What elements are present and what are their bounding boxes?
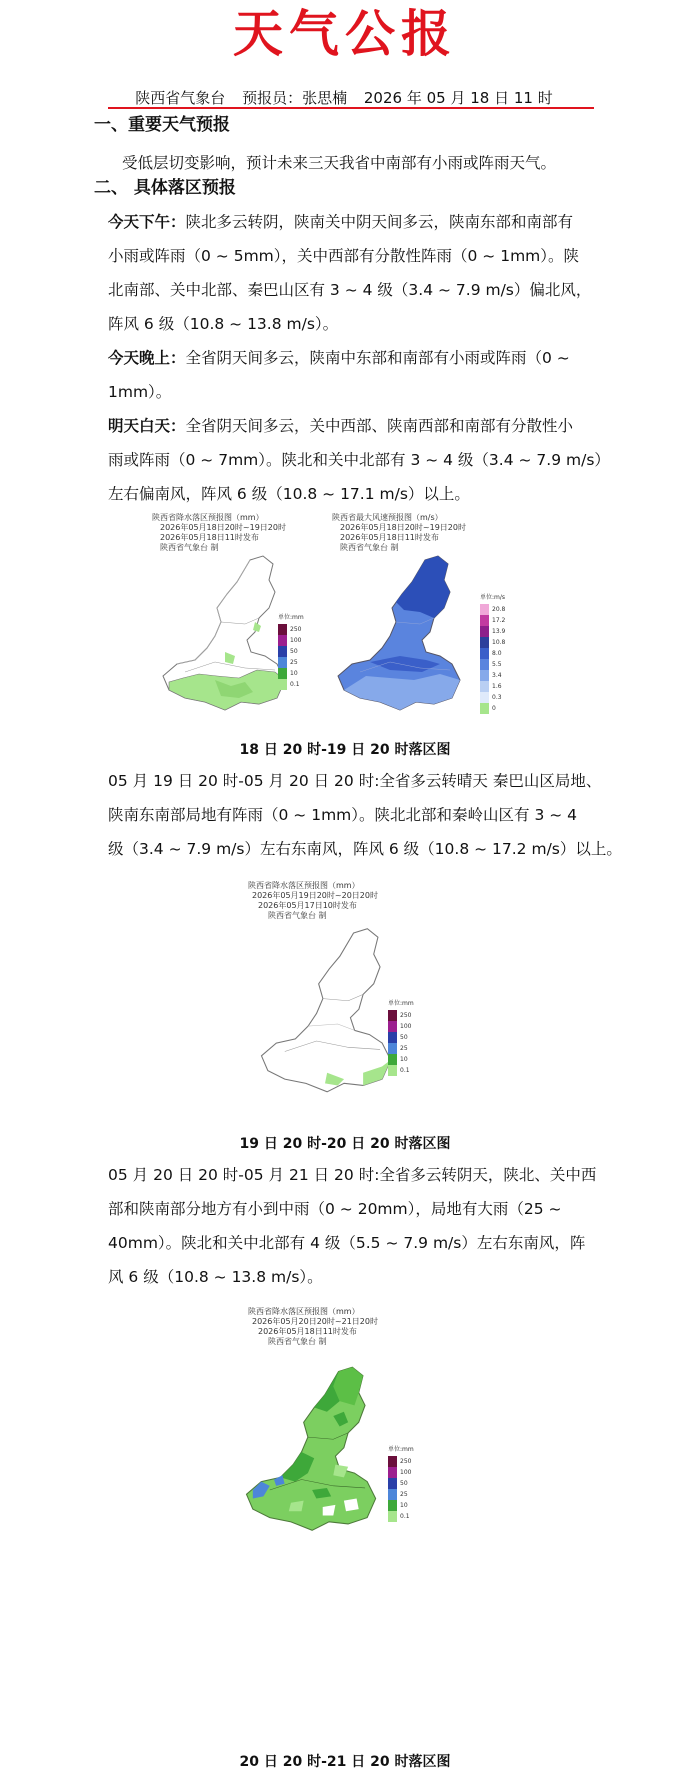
today-afternoon-line-4: 阵风 6 级（10.8 ~ 13.8 m/s）。	[108, 315, 339, 333]
legend-item	[480, 681, 520, 692]
map-title: 陕西省降水落区预报图（mm）	[152, 513, 264, 522]
today-afternoon-line-2: 小雨或阵雨（0 ~ 5mm），关中西部有分散性阵雨（0 ~ 1mm）。陕	[108, 247, 580, 265]
issue-time: 2026 年 05 月 18 日 11 时	[363, 89, 553, 107]
legend-swatch	[388, 1478, 397, 1489]
legend-item	[278, 646, 318, 657]
legend-swatch	[480, 681, 489, 692]
legend-item	[388, 1043, 428, 1054]
legend-swatch	[480, 648, 489, 659]
section-heading-detail: 二、 具体落区预报	[94, 178, 236, 198]
legend-swatch	[388, 1065, 397, 1076]
page-title: 天气公报	[233, 4, 457, 63]
legend-label: 50	[400, 1034, 408, 1041]
day3-line-1: 05 月 20 日 20 时-05 月 21 日 20 时:全省多云转阴天，陕北、关中西	[108, 1166, 597, 1184]
legend-swatch	[278, 646, 287, 657]
legend-label: 25	[290, 659, 298, 666]
legend-item	[480, 626, 520, 637]
wind-map-day1	[330, 512, 520, 722]
legend-item	[480, 659, 520, 670]
legend-item	[388, 1032, 428, 1043]
legend-item	[388, 1500, 428, 1511]
legend-swatch	[278, 624, 287, 635]
legend-item	[388, 1511, 428, 1522]
map-publish: 2026年05月18日11时发布	[340, 533, 439, 542]
map-title: 陕西省降水落区预报图（mm）	[248, 881, 360, 890]
legend-label: 10	[400, 1056, 408, 1063]
map-time: 2026年05月19日20时~20日20时	[252, 891, 378, 900]
legend-label: 100	[400, 1469, 412, 1476]
legend-item	[278, 657, 318, 668]
legend-swatch	[388, 1054, 397, 1065]
legend-swatch	[480, 692, 489, 703]
section-heading-important: 一、重要天气预报	[94, 115, 230, 135]
forecaster: 预报员：张思楠	[242, 89, 348, 107]
legend-swatch	[388, 1511, 397, 1522]
day3-line-3: 40mm）。陕北和关中北部有 4 级（5.5 ~ 7.9 m/s）左右东南风，阵	[108, 1234, 586, 1252]
legend-label: 20.8	[492, 606, 506, 613]
tomorrow-line-1	[108, 407, 598, 445]
legend-label: 0.1	[400, 1513, 410, 1520]
legend-swatch	[480, 637, 489, 648]
legend-label: 10	[400, 1502, 408, 1509]
legend-label: 8.0	[492, 650, 502, 657]
legend-label: 100	[400, 1023, 412, 1030]
legend-label: 25	[400, 1045, 408, 1052]
map-org: 陕西省气象台 制	[160, 543, 219, 552]
legend-swatch	[388, 1489, 397, 1500]
legend-label: 0.1	[290, 681, 300, 688]
rain-legend	[388, 1446, 428, 1536]
today-evening-text-1: 全省阴天间多云，陕南中东部和南部有小雨或阵雨（0 ~	[185, 349, 570, 367]
tomorrow-line-2: 雨或阵雨（0 ~ 7mm）。陕北和关中北部有 3 ~ 4 级（3.4 ~ 7.9 m/s）	[108, 451, 610, 469]
legend-label: 250	[290, 626, 302, 633]
map-org: 陕西省气象台 制	[340, 543, 399, 552]
map-time: 2026年05月18日20时~19日20时	[160, 523, 286, 532]
legend-unit: 单位:mm	[388, 1000, 414, 1007]
legend-item	[388, 1489, 428, 1500]
today-evening-line-2: 1mm）。	[108, 383, 172, 401]
map-title: 陕西省最大风速预报图（m/s）	[332, 513, 443, 522]
legend-item	[278, 635, 318, 646]
rain-map-day2	[248, 880, 448, 1110]
legend-swatch	[388, 1032, 397, 1043]
day2-line-1: 05 月 19 日 20 时-05 月 20 日 20 时:全省多云转晴天 秦巴山区局地、	[108, 772, 602, 790]
tomorrow-line-3: 左右偏南风，阵风 6 级（10.8 ~ 17.1 m/s）以上。	[108, 485, 470, 503]
wind-legend	[480, 594, 520, 716]
legend-label: 5.5	[492, 661, 502, 668]
today-afternoon-line-1	[108, 203, 598, 241]
today-afternoon-label: 今天下午：	[108, 213, 186, 231]
legend-swatch	[480, 604, 489, 615]
map-publish: 2026年05月18日11时发布	[160, 533, 259, 542]
tomorrow-label: 明天白天：	[108, 417, 186, 435]
day3-line-4: 风 6 级（10.8 ~ 13.8 m/s）。	[108, 1268, 323, 1286]
today-evening-label: 今天晚上：	[108, 349, 186, 367]
map-title: 陕西省降水落区预报图（mm）	[248, 1307, 360, 1316]
map-publish: 2026年05月18日11时发布	[258, 1327, 357, 1336]
legend-item	[278, 624, 318, 635]
legend-unit: 单位:mm	[388, 1446, 414, 1453]
issuer-unit: 陕西省气象台	[135, 89, 226, 107]
legend-swatch	[278, 668, 287, 679]
legend-label: 0.3	[492, 694, 502, 701]
map-org: 陕西省气象台 制	[268, 1337, 327, 1346]
legend-swatch	[388, 1021, 397, 1032]
legend-item	[480, 648, 520, 659]
shaanxi-wind-map	[330, 552, 500, 722]
legend-item	[278, 668, 318, 679]
today-afternoon-line-3: 北南部、关中北部、秦巴山区有 3 ~ 4 级（3.4 ~ 7.9 m/s）偏北风，	[108, 281, 592, 299]
legend-label: 10.8	[492, 639, 506, 646]
legend-label: 0.1	[400, 1067, 410, 1074]
tomorrow-text-1: 全省阴天间多云，关中西部、陕南西部和南部有分散性小	[185, 417, 574, 435]
legend-swatch	[388, 1456, 397, 1467]
map-caption-day1: 18 日 20 时-19 日 20 时落区图	[239, 742, 451, 758]
legend-label: 13.9	[492, 628, 506, 635]
legend-swatch	[480, 615, 489, 626]
legend-label: 50	[400, 1480, 408, 1487]
legend-item	[388, 1010, 428, 1021]
rain-map-day3	[248, 1306, 448, 1726]
section-text-important: 受低层切变影响，预计未来三天我省中南部有小雨或阵雨天气。	[122, 154, 557, 172]
legend-label: 17.2	[492, 617, 506, 624]
legend-swatch	[480, 670, 489, 681]
legend-swatch	[278, 679, 287, 690]
legend-item	[388, 1054, 428, 1065]
day3-line-2: 部和陕南部分地方有小到中雨（0 ~ 20mm），局地有大雨（25 ~	[108, 1200, 562, 1218]
legend-label: 3.4	[492, 672, 502, 679]
legend-swatch	[480, 659, 489, 670]
today-evening-line-1	[108, 339, 598, 377]
legend-item	[388, 1478, 428, 1489]
legend-unit: 单位:m/s	[480, 594, 506, 601]
legend-unit: 单位:mm	[278, 614, 304, 621]
today-afternoon-text-1: 陕北多云转阴，陕南关中阴天间多云，陕南东部和南部有	[185, 213, 574, 231]
legend-swatch	[278, 657, 287, 668]
rain-legend	[388, 1000, 428, 1090]
legend-item	[480, 604, 520, 615]
map-time: 2026年05月18日20时~19日20时	[340, 523, 466, 532]
legend-swatch	[278, 635, 287, 646]
legend-swatch	[388, 1010, 397, 1021]
legend-item	[388, 1021, 428, 1032]
map-time: 2026年05月20日20时~21日20时	[252, 1317, 378, 1326]
legend-item	[480, 703, 520, 714]
legend-swatch	[480, 703, 489, 714]
map-org: 陕西省气象台 制	[268, 911, 327, 920]
legend-label: 250	[400, 1458, 412, 1465]
map-caption-day2: 19 日 20 时-20 日 20 时落区图	[239, 1136, 451, 1152]
legend-swatch	[388, 1467, 397, 1478]
rain-map-day1	[150, 512, 350, 722]
legend-swatch	[388, 1043, 397, 1054]
legend-item	[388, 1467, 428, 1478]
day2-line-2: 陕南东南部局地有阵雨（0 ~ 1mm）。陕北北部和秦岭山区有 3 ~ 4	[108, 806, 578, 824]
legend-item	[388, 1065, 428, 1076]
legend-label: 25	[400, 1491, 408, 1498]
issuer-line	[110, 88, 590, 108]
map-caption-day3: 20 日 20 时-21 日 20 时落区图	[239, 1754, 451, 1770]
legend-label: 1.6	[492, 683, 502, 690]
legend-item	[480, 670, 520, 681]
legend-item	[480, 637, 520, 648]
header-divider	[108, 107, 594, 109]
legend-item	[278, 679, 318, 690]
legend-label: 100	[290, 637, 302, 644]
legend-label: 0	[492, 705, 496, 712]
map-publish: 2026年05月17日10时发布	[258, 901, 357, 910]
legend-item	[480, 692, 520, 703]
legend-item	[388, 1456, 428, 1467]
legend-label: 10	[290, 670, 298, 677]
day2-line-3: 级（3.4 ~ 7.9 m/s）左右东南风，阵风 6 级（10.8 ~ 17.2 m/s）以上。	[108, 840, 622, 858]
legend-swatch	[480, 626, 489, 637]
legend-item	[480, 615, 520, 626]
legend-label: 250	[400, 1012, 412, 1019]
legend-swatch	[388, 1500, 397, 1511]
rain-legend	[278, 614, 323, 704]
legend-label: 50	[290, 648, 298, 655]
